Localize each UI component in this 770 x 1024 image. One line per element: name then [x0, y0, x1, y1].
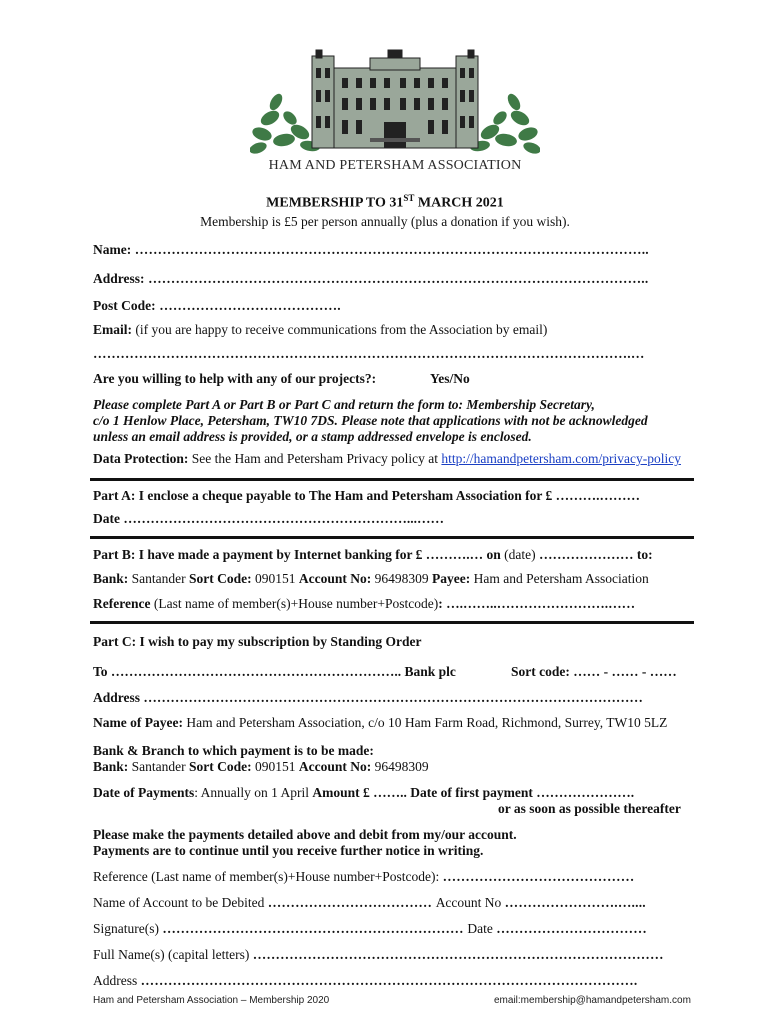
logo-wordmark: HAM AND PETERSHAM ASSOCIATION [268, 158, 522, 173]
part-c-address[interactable]: Address ………………………………………………………………………………………………. [93, 973, 638, 988]
part-a-date[interactable]: Date ………………………………………………………...…… [93, 511, 444, 526]
projects-answer[interactable]: Yes/No [430, 371, 470, 386]
privacy-policy-link[interactable]: http://hamandpetersham.com/privacy-policy [441, 451, 681, 466]
projects-question: Are you willing to help with any of our projects?: [93, 371, 377, 386]
part-c-debit-instruction: Please make the payments detailed above and debit from my/our account. [93, 827, 517, 842]
postcode-field[interactable]: Post Code: …………………………………. [93, 298, 341, 313]
part-c-or-soon: or as soon as possible thereafter [498, 801, 681, 816]
part-c-heading: Part C: I wish to pay my subscription by Standing Order [93, 634, 422, 649]
membership-fee-note: Membership is £5 per person annually (plus a donation if you wish). [200, 214, 570, 229]
association-logo [250, 48, 540, 180]
form-title: MEMBERSHIP TO 31ST MARCH 2021 [266, 193, 504, 211]
part-b-payment-line[interactable]: Part B: I have made a payment by Internet banking for £ ……….… on (date) ………………… to: [93, 547, 653, 562]
part-c-sort-code[interactable]: Sort code: …… - …… - …… [511, 664, 677, 679]
part-a-cheque-line[interactable]: Part A: I enclose a cheque payable to The Ham and Petersham Association for £ ……….……… [93, 488, 640, 503]
part-b-bank-details: Bank: Santander Sort Code: 090151 Account No: 96498309 Payee: Ham and Petersham Association [93, 571, 649, 586]
name-field[interactable]: Name: ………………………………………………………………………………………………….. [93, 242, 649, 257]
address-field[interactable]: Address: ……………………………………………………………………………………………….. [93, 271, 649, 286]
house-and-leaves-emblem [250, 48, 540, 158]
part-b-reference[interactable]: Reference (Last name of member(s)+House number+Postcode): ….……..…………………….…… [93, 596, 636, 611]
part-c-full-name[interactable]: Full Name(s) (capital letters) ……………………………………………………………………………… [93, 947, 664, 962]
section-divider [90, 621, 694, 624]
part-c-continue-instruction: Payments are to continue until you receive further notice in writing. [93, 843, 484, 858]
part-c-signature[interactable]: Signature(s) ………………………………………………………… Date …………………………… [93, 921, 647, 936]
data-protection-note: Data Protection: See the Ham and Petersham Privacy policy at http://hamandpetersham.com/privacy-policy [93, 451, 681, 466]
return-instructions: Please complete Part A or Part B or Part C and return the form to: Membership Secretary, c/o 1 Henlow Place, Petersham, TW10 7DS. Please note that applications with not be acknowledged unless an email address is provided, or a stamp addressed envelope is enclosed. [93, 397, 648, 444]
part-c-payment-dates[interactable]: Date of Payments: Annually on 1 April Amount £ …….. Date of first payment …………………. [93, 785, 635, 800]
part-c-payee: Name of Payee: Ham and Petersham Association, c/o 10 Ham Farm Road, Richmond, Surrey, TW10 5LZ [93, 715, 668, 730]
section-divider [90, 536, 694, 539]
part-c-branch-heading: Bank & Branch to which payment is to be made: [93, 743, 374, 758]
part-c-account-name[interactable]: Name of Account to be Debited ……………………………… Account No …………………….….... [93, 895, 646, 910]
footer-left: Ham and Petersham Association – Membership 2020 [93, 995, 330, 1006]
section-divider [90, 478, 694, 481]
part-c-bank-address[interactable]: Address ………………………………………………………………………………………………… [93, 690, 643, 705]
part-c-reference[interactable]: Reference (Last name of member(s)+House number+Postcode): …………………………………… [93, 869, 635, 884]
email-field[interactable]: ……………………………………………………………………………………………………….… [93, 346, 645, 361]
email-label: Email: (if you are happy to receive communications from the Association by email) [93, 322, 548, 337]
part-c-bank-details: Bank: Santander Sort Code: 090151 Account No: 96498309 [93, 759, 429, 774]
part-c-bank-to[interactable]: To ……………………………………………………….. Bank plc [93, 664, 456, 679]
footer-email: email:membership@hamandpetersham.com [494, 995, 691, 1006]
